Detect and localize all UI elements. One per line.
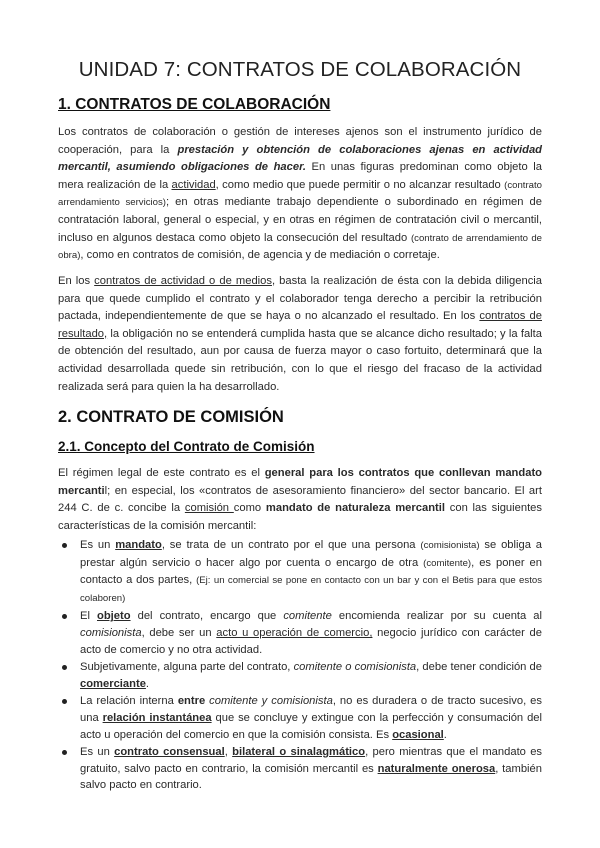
italic-term: comitente <box>283 610 332 623</box>
small-note: (contrato de arrendamiento de obra) <box>58 232 542 262</box>
list-item <box>58 537 542 607</box>
text-run: , no es duradera o de tracto sucesivo, es una <box>80 695 542 724</box>
bold-underlined-term: mandato <box>115 539 162 551</box>
list-item <box>58 744 542 794</box>
text-run: , debe tener condición de <box>416 661 542 674</box>
text-run: El régimen legal de este contrato es el <box>58 467 265 479</box>
section-2-1-subheading: 2.1. Concepto del Contrato de Comisión <box>58 439 315 454</box>
bold-underlined-term: ocasional <box>392 728 444 741</box>
bold-text: general para los contratos que conllevan mandato mercanti <box>58 467 542 497</box>
emphasis-text: prestación y obtención de colaboraciones ajenas en actividad mercantil, asumiendo obligaciones de hacer. <box>58 143 542 174</box>
bold-text: entre <box>177 695 206 708</box>
text-run: del contrato, encargo que <box>130 610 284 623</box>
list-item <box>58 608 542 658</box>
text-run: l; en especial, los «contratos de asesoramiento financiero» del sector bancario. El art 244 C. de c. concibe la <box>58 484 542 515</box>
bold-underlined-term: comerciante <box>80 677 146 690</box>
text-run: , pero mientras que el mandato es gratuito, salvo pacto en contrario, la comisión mercantil es <box>80 746 543 775</box>
text-run: . <box>145 677 150 690</box>
bullet-icon <box>62 699 67 704</box>
text-run: , como en contratos de comisión, de agencia y de mediación o corretaje. <box>80 249 440 262</box>
bullet-icon <box>62 665 67 670</box>
bullet-icon <box>62 543 67 548</box>
underlined-term: comisión <box>184 502 234 515</box>
text-run: , <box>224 746 233 759</box>
italic-term: comitente o comisionista <box>293 661 417 674</box>
bold-text: mandato de naturaleza mercantil <box>265 502 445 515</box>
small-note: (comisionista) <box>420 540 480 551</box>
bullet-icon <box>62 614 67 619</box>
list-item <box>58 693 542 743</box>
bold-underlined-term: bilateral o sinalagmático <box>232 746 366 759</box>
underlined-term: contratos de resultado, <box>58 310 542 340</box>
list-item <box>58 659 542 692</box>
text-run: Es un <box>80 539 116 551</box>
underlined-term: actividad <box>171 178 216 191</box>
text-run: , se trata de un contrato por el que una persona <box>161 539 421 551</box>
italic-term: comitente y comisionista <box>209 695 333 708</box>
text-run: Los contratos de colaboración o gestión de intereses ajenos son el instrumento jurídico de cooperación, para la <box>58 126 542 156</box>
text-run: El <box>80 610 97 623</box>
text-run: como <box>233 502 266 515</box>
underlined-term: contratos de actividad o de medios <box>94 275 272 287</box>
section-2-heading: 2. CONTRATO DE COMISIÓN <box>58 408 284 426</box>
section-2-paragraph-1 <box>58 465 542 535</box>
bold-underlined-term: relación instantánea <box>102 711 212 724</box>
bold-underlined-term: contrato consensual <box>114 746 225 759</box>
section-1-heading: 1. CONTRATOS DE COLABORACIÓN <box>58 96 331 113</box>
small-note: (comitente) <box>423 557 472 569</box>
text-run: En unas figuras predominan como objeto la mera realización de la <box>58 161 542 191</box>
text-run: Subjetivamente, alguna parte del contrato, <box>80 661 294 674</box>
bold-underlined-term: naturalmente onerosa <box>377 762 496 775</box>
text-run: , debe ser un <box>141 626 217 639</box>
bullet-icon <box>62 750 67 755</box>
text-run: se obliga a prestar algún servicio o hacer algo por cuenta o encargo de otra <box>80 539 543 569</box>
text-run: . <box>443 728 447 741</box>
text-run: , también salvo pacto en contrario. <box>80 762 542 792</box>
bold-underlined-term: objeto <box>97 610 131 623</box>
italic-term: comisionista <box>80 626 142 639</box>
text-run: En los <box>58 275 95 287</box>
text-run: con las siguientes características de la comisión mercantil: <box>58 502 542 532</box>
section-1-paragraph-2 <box>58 273 542 396</box>
page-title: UNIDAD 7: CONTRATOS DE COLABORACIÓN <box>78 58 522 81</box>
text-run: que se concluye y extingue con la perfección y consumación del acto u operación del comercio en que la comisión consista. Es <box>80 711 542 741</box>
text-run: encomienda realizar por su cuenta al <box>331 610 542 623</box>
text-run: , es poner en contacto a dos partes, <box>80 556 542 587</box>
text-run: Es un <box>80 746 115 759</box>
text-run: La relación interna <box>80 695 178 708</box>
text-run: negocio jurídico con carácter de acto de comercio y no otra actividad. <box>80 626 542 656</box>
text-run: la obligación no se entenderá cumplida hasta que se alcance dicho resultado; y la falta de obtención del resultado, aun por causa de fuerza mayor o caso fortuito, determinará que la actividad desarrollada quede sin retribución, con lo que el riesgo del fracaso de la actividad realizada será para quien la ha desarrollado. <box>58 327 542 393</box>
underlined-term: acto u operación de comercio, <box>216 626 373 639</box>
characteristics-list <box>58 537 542 795</box>
small-note: (Ej: un comercial se pone en contacto con un bar y con el Betis para que estos colaboren) <box>80 575 542 604</box>
text-run: , como medio que puede permitir o no alcanzar resultado <box>215 178 505 191</box>
small-note: (contrato arrendamiento servicios) <box>58 179 542 209</box>
section-1-paragraph-1 <box>58 124 542 265</box>
text-run: ; en otras mediante trabajo dependiente o subordinado en régimen de contratación laboral, general o especial, y en otras en régimen de contratación civil o mercantil, incluso en algunos destaca como objeto la consecución del resultado <box>58 196 542 244</box>
text-run: , basta la realización de ésta con la debida diligencia para que quede cumplido el contrato y el colaborador tenga derecho a percibir la retribución pactada, independientemente de que se haya o no alcanzado el resultado. En los <box>58 275 543 323</box>
